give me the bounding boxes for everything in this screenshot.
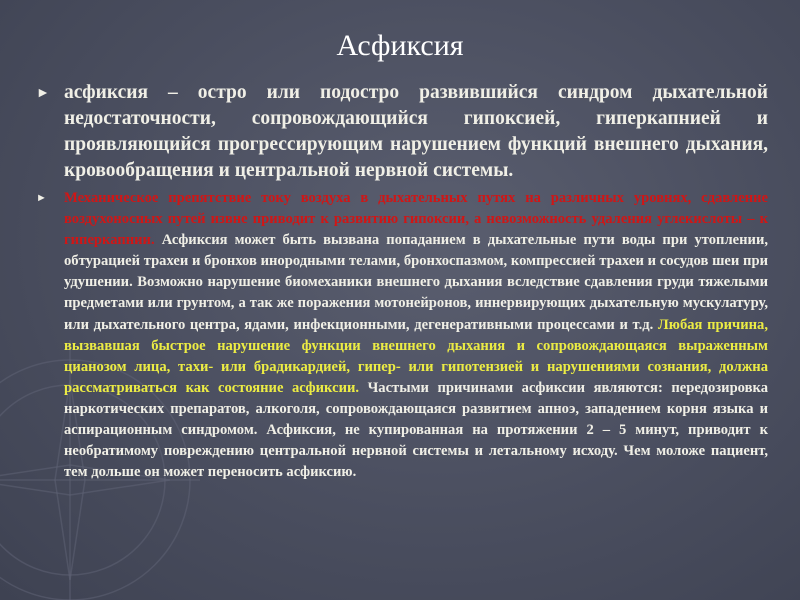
causes-outcome-text: Частыми причинами асфиксии являются: передозировка наркотических препаратов, алкоголя, сопровождающаяся развитием апноэ, западением корня языка и аспирационным синдромом. Асфиксия, не купированная на протяжении 2 – 5 минут, приводит к необратимому повреждению центральной нервной системы и летальному исходу. Чем моложе пациент, тем дольше он может переносить асфиксию.: [64, 379, 768, 481]
causes-criteria-text: Любая причина, вызвавшая быстрое нарушение функции внешнего дыхания и сопровождающаяся выраженным цианозом лица, тахи- или брадикардией, гипер- или гипотензией и нарушениями сознания, должна рассматриваться как состояние асфиксии.: [64, 316, 769, 396]
bullet-definition: [36, 80, 768, 184]
causes-list-text: Асфиксия может быть вызвана попаданием в дыхательные пути воды при утоплении, обтурацией трахеи и бронхов инородными телами, бронхоспазмом, компрессией трахеи и сосудов шеи при удушении. Возможно нарушение биомеханики внешнего дыхания вследствие сдавления груди тяжелыми предметами или грунтом, а так же поражения мотонейронов, иннервирующих дыхательную мускулатуру, или дыхательного центра, ядами, инфекционными, дегенеративными процессами и т.д.: [64, 232, 768, 333]
bullet-arrow-icon: ►: [36, 86, 50, 101]
slide-title: Асфиксия: [336, 29, 464, 62]
bullet-causes-text: [64, 188, 768, 483]
bullet-causes: [36, 188, 768, 483]
bullet-definition-text: асфиксия – остро или подостро развившийся синдром дыхательной недостаточности, сопровождающийся гипоксией, гиперкапнией и проявляющийся прогрессирующим нарушением функций внешнего дыхания, кровообращения и центральной нервной системы.: [64, 82, 768, 181]
bullet-arrow-icon: ►: [36, 192, 47, 204]
causes-mechanism-text: Механическое препятствие току воздуха в дыхательных путях на различных уровнях, сдавление воздухоносных путей извне приводит к развитию гипоксии, а невозможность удаления углекислоты – к гиперкапнии.: [64, 190, 768, 249]
